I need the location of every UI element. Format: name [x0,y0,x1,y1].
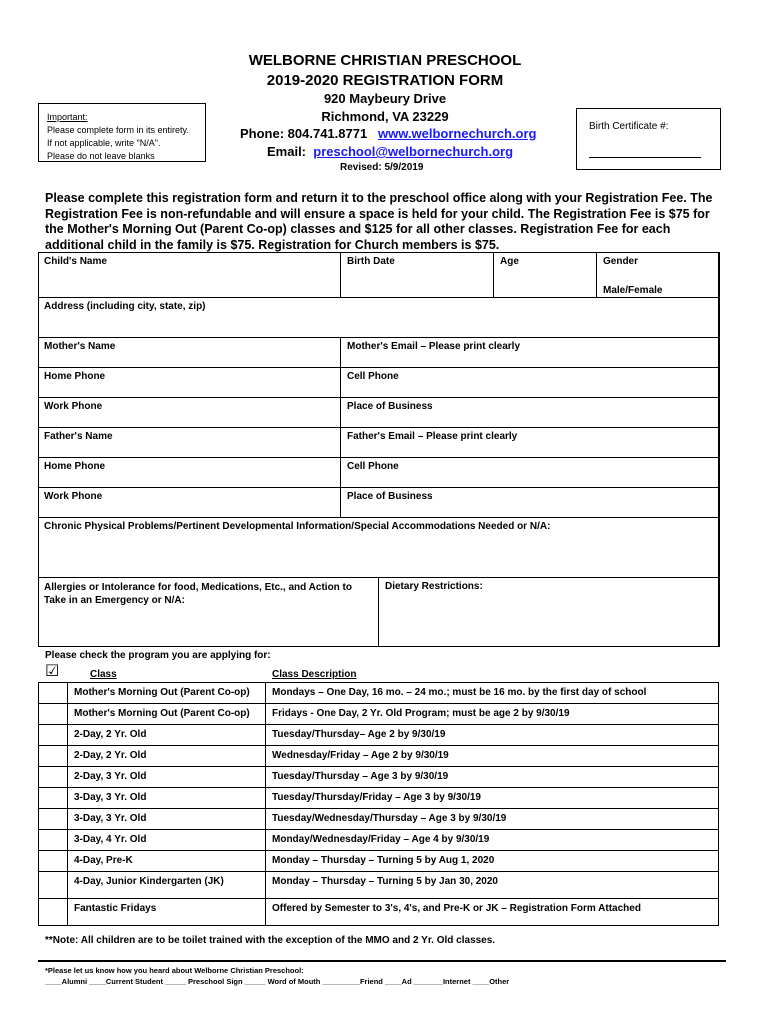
birth-certificate-box [576,108,721,170]
program-description-cell: Monday – Thursday – Turning 5 by Aug 1, 2020 [265,851,719,871]
program-class-cell: 2-Day, 2 Yr. Old [67,725,265,745]
program-description-cell: Monday – Thursday – Turning 5 by Jan 30, 2020 [265,872,719,898]
program-row [38,871,719,898]
child-name-label: Child's Name [44,256,107,267]
program-checkbox[interactable] [38,830,67,850]
mother-home-phone-field[interactable] [38,367,340,397]
class-column-header: Class [90,669,117,680]
checkbox-icon: ☑ [45,663,60,680]
school-phone-line [240,126,536,141]
cell-phone-label: Cell Phone [347,371,399,382]
gender-field[interactable] [596,252,719,298]
important-line-2: If not applicable, write "N/A". [47,138,161,148]
program-description-cell: Tuesday/Thursday/Friday – Age 3 by 9/30/19 [265,788,719,808]
program-checkbox[interactable] [38,899,67,925]
birth-certificate-field[interactable] [589,157,701,158]
program-class-cell: 3-Day, 3 Yr. Old [67,809,265,829]
important-heading: Important: [47,112,88,122]
father-business-field[interactable] [340,487,719,517]
cell-phone-label: Cell Phone [347,461,399,472]
program-class-cell: Mother's Morning Out (Parent Co-op) [67,704,265,724]
father-name-label: Father's Name [44,431,113,442]
program-row [38,682,719,703]
program-description-cell: Offered by Semester to 3's, 4's, and Pre-K or JK – Registration Form Attached [265,899,719,925]
program-class-cell: 4-Day, Junior Kindergarten (JK) [67,872,265,898]
program-class-cell: Fantastic Fridays [67,899,265,925]
work-phone-label: Work Phone [44,491,103,502]
gender-label: Gender [603,256,639,267]
grid-bottom-border [38,646,719,647]
program-row [38,766,719,787]
program-checkbox[interactable] [38,725,67,745]
grid-top-border [38,252,719,253]
address-label: Address (including city, state, zip) [44,301,206,312]
program-checkbox[interactable] [38,809,67,829]
program-row [38,703,719,724]
heard-about-prompt: *Please let us know how you heard about Welborne Christian Preschool: [45,966,304,975]
program-checkbox[interactable] [38,704,67,724]
program-checkbox[interactable] [38,746,67,766]
footer-divider [38,960,726,962]
program-row [38,898,719,925]
program-description-cell: Tuesday/Thursday – Age 3 by 9/30/19 [265,767,719,787]
program-class-cell: Mother's Morning Out (Parent Co-op) [67,683,265,703]
dietary-restrictions-field[interactable] [378,577,719,647]
program-class-cell: 2-Day, 3 Yr. Old [67,767,265,787]
father-email-field[interactable] [340,427,719,457]
program-table-bottom-border [38,925,719,926]
school-email-line [267,144,513,159]
program-row [38,850,719,871]
program-description-cell: Monday/Wednesday/Friday – Age 4 by 9/30/19 [265,830,719,850]
school-email-link[interactable]: preschool@welbornechurch.org [313,144,514,159]
home-phone-label: Home Phone [44,371,106,382]
program-checkbox[interactable] [38,872,67,898]
father-cell-phone-field[interactable] [340,457,719,487]
program-row [38,724,719,745]
program-class-cell: 4-Day, Pre-K [67,851,265,871]
program-checkbox[interactable] [38,683,67,703]
program-description-cell: Tuesday/Thursday– Age 2 by 9/30/19 [265,725,719,745]
chronic-problems-field[interactable] [38,517,719,577]
birth-date-label: Birth Date [347,256,395,267]
father-name-field[interactable] [38,427,340,457]
father-email-label: Father's Email – Please print clearly [347,431,518,442]
gender-options: Male/Female [603,285,663,296]
program-description-cell: Wednesday/Friday – Age 2 by 9/30/19 [265,746,719,766]
program-class-cell: 3-Day, 4 Yr. Old [67,830,265,850]
allergies-label: Allergies or Intolerance for food, Medications, Etc., and Action to Take in an Emergency or N/A: [44,582,352,606]
program-class-cell: 2-Day, 2 Yr. Old [67,746,265,766]
toilet-training-note: **Note: All children are to be toilet trained with the exception of the MMO and 2 Yr. Old classes. [45,935,496,946]
place-of-business-label: Place of Business [347,401,433,412]
birth-date-field[interactable] [340,252,493,298]
school-city-state: Richmond, VA 23229 [321,109,449,124]
program-description-cell: Fridays - One Day, 2 Yr. Old Program; must be age 2 by 9/30/19 [265,704,719,724]
program-table [38,682,719,925]
age-label: Age [500,256,519,267]
work-phone-label: Work Phone [44,401,103,412]
mother-email-label: Mother's Email – Please print clearly [347,341,521,352]
age-field[interactable] [493,252,596,298]
revised-date: Revised: 5/9/2019 [340,162,424,173]
program-checkbox[interactable] [38,767,67,787]
email-label: Email: [267,144,307,159]
intro-paragraph: Please complete this registration form and return it to the preschool office along with your Registration Fee. The Registration Fee is non-refundable and will ensure a space is held for your child. The Registration Fee is $75 for the Mother's Morning Out (Parent Co-op) classes and $125 for all other classes. Registration Fee for each additional child in the family is $75. Registration for Church members is $75. [45,191,713,252]
mother-business-field[interactable] [340,397,719,427]
dietary-restrictions-label: Dietary Restrictions: [385,581,483,592]
grid-right-border [719,252,720,647]
father-home-phone-field[interactable] [38,457,340,487]
program-class-cell: 3-Day, 3 Yr. Old [67,788,265,808]
form-title-line2: 2019-2020 REGISTRATION FORM [266,72,504,89]
father-work-phone-field[interactable] [38,487,340,517]
school-website-link[interactable]: www.welbornechurch.org [378,126,537,141]
program-row [38,787,719,808]
important-line-3: Please do not leave blanks [47,151,155,161]
program-checkbox[interactable] [38,851,67,871]
place-of-business-label: Place of Business [347,491,433,502]
school-street-address: 920 Maybeury Drive [323,91,447,106]
mother-email-field[interactable] [340,337,719,367]
mother-name-label: Mother's Name [44,341,116,352]
school-phone: Phone: 804.741.8771 [240,126,368,141]
chronic-problems-label: Chronic Physical Problems/Pertinent Developmental Information/Special Accommodations Needed or N/A: [44,521,551,532]
program-prompt: Please check the program you are applying for: [45,650,271,661]
program-description-cell: Mondays – One Day, 16 mo. – 24 mo.; must be 16 mo. by the first day of school [265,683,719,703]
program-row [38,808,719,829]
birth-certificate-label: Birth Certificate #: [589,121,669,132]
form-title-line1: WELBORNE CHRISTIAN PRESCHOOL [248,52,522,69]
important-line-1: Please complete form in its entirety. [47,125,189,135]
mother-work-phone-field[interactable] [38,397,340,427]
program-checkbox[interactable] [38,788,67,808]
heard-about-options[interactable]: ____Alumni ____Current Student _____ Preschool Sign _____ Word of Mouth _________Friend ____Ad _______Internet ____Other [45,977,510,986]
program-description-cell: Tuesday/Wednesday/Thursday – Age 3 by 9/30/19 [265,809,719,829]
program-row [38,829,719,850]
mother-cell-phone-field[interactable] [340,367,719,397]
program-row [38,745,719,766]
allergies-field[interactable] [38,577,378,647]
description-column-header: Class Description [272,669,357,680]
child-name-field[interactable] [38,252,340,298]
mother-name-field[interactable] [38,337,340,367]
home-phone-label: Home Phone [44,461,106,472]
address-field[interactable] [38,297,719,337]
important-notice-box [38,103,206,162]
